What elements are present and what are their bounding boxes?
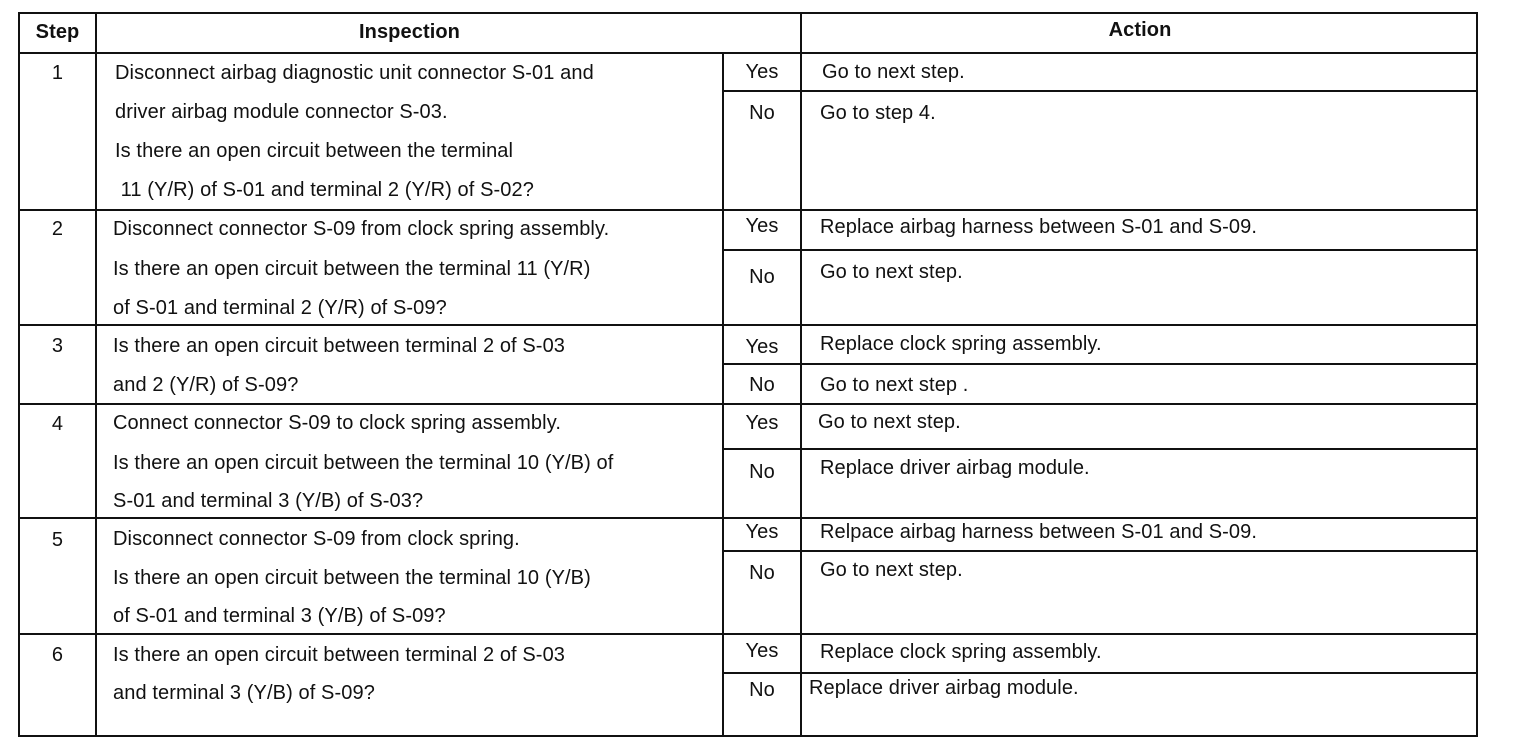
no-action: Go to step 4. xyxy=(820,102,936,124)
no-label: No xyxy=(749,679,775,701)
no-label: No xyxy=(749,102,775,124)
divider-header xyxy=(20,52,1476,54)
yes-action: Relpace airbag harness between S-01 and S-09. xyxy=(820,521,1257,543)
divider-yesno-col xyxy=(800,14,802,735)
inspection-line: Is there an open circuit between the terminal 10 (Y/B) of xyxy=(113,452,614,474)
header-action: Action xyxy=(1108,19,1172,41)
divider-yesno-3 xyxy=(722,363,1476,365)
inspection-line: Is there an open circuit between the terminal xyxy=(115,140,514,162)
inspection-line: 11 (Y/R) of S-01 and terminal 2 (Y/R) of S-02? xyxy=(115,179,534,201)
divider-row-1 xyxy=(20,209,1476,211)
yes-label: Yes xyxy=(745,336,779,358)
inspection-line: of S-01 and terminal 2 (Y/R) of S-09? xyxy=(113,297,447,319)
no-label: No xyxy=(749,562,775,584)
no-action: Go to next step. xyxy=(820,261,963,283)
step-number: 6 xyxy=(51,644,64,666)
step-number: 2 xyxy=(51,218,64,240)
divider-row-5 xyxy=(20,633,1476,635)
no-action: Go to next step . xyxy=(820,374,969,396)
no-label: No xyxy=(749,461,775,483)
no-label: No xyxy=(749,374,775,396)
step-number: 1 xyxy=(51,62,64,84)
inspection-line: Is there an open circuit between terminal 2 of S-03 xyxy=(113,644,566,666)
troubleshooting-table xyxy=(18,12,1478,737)
no-label: No xyxy=(749,266,775,288)
divider-yesno-1 xyxy=(722,90,1476,92)
yes-label: Yes xyxy=(745,412,779,434)
yes-label: Yes xyxy=(745,521,779,543)
inspection-line: S-01 and terminal 3 (Y/B) of S-03? xyxy=(113,490,424,512)
step-number: 3 xyxy=(51,335,64,357)
divider-yesno-2 xyxy=(722,249,1476,251)
step-number: 4 xyxy=(51,413,64,435)
divider-yesno-5 xyxy=(722,550,1476,552)
divider-row-3 xyxy=(20,403,1476,405)
divider-row-4 xyxy=(20,517,1476,519)
yes-action: Go to next step. xyxy=(822,61,965,83)
inspection-line: Connect connector S-09 to clock spring assembly. xyxy=(113,412,561,434)
divider-row-2 xyxy=(20,324,1476,326)
yes-action: Replace clock spring assembly. xyxy=(820,333,1102,355)
no-action: Replace driver airbag module. xyxy=(809,677,1079,699)
inspection-line: Disconnect connector S-09 from clock spring assembly. xyxy=(113,218,610,240)
divider-yesno-6 xyxy=(722,672,1476,674)
header-inspection: Inspection xyxy=(358,21,460,43)
yes-action: Replace airbag harness between S-01 and S-09. xyxy=(820,216,1257,238)
inspection-line: driver airbag module connector S-03. xyxy=(115,101,448,123)
inspection-line: Disconnect airbag diagnostic unit connector S-01 and xyxy=(115,62,594,84)
yes-action: Replace clock spring assembly. xyxy=(820,641,1102,663)
divider-yesno-4 xyxy=(722,448,1476,450)
divider-step-col xyxy=(95,14,97,735)
yes-label: Yes xyxy=(745,215,779,237)
no-action: Go to next step. xyxy=(820,559,963,581)
inspection-line: Is there an open circuit between the terminal 10 (Y/B) xyxy=(113,567,591,589)
yes-action: Go to next step. xyxy=(818,411,961,433)
header-step: Step xyxy=(35,21,80,43)
inspection-line: Disconnect connector S-09 from clock spring. xyxy=(113,528,520,550)
inspection-line: and 2 (Y/R) of S-09? xyxy=(113,374,299,396)
inspection-line: and terminal 3 (Y/B) of S-09? xyxy=(113,682,375,704)
no-action: Replace driver airbag module. xyxy=(820,457,1090,479)
yes-label: Yes xyxy=(745,640,779,662)
step-number: 5 xyxy=(51,529,64,551)
inspection-line: of S-01 and terminal 3 (Y/B) of S-09? xyxy=(113,605,446,627)
yes-label: Yes xyxy=(745,61,779,83)
inspection-line: Is there an open circuit between terminal 2 of S-03 xyxy=(113,335,566,357)
inspection-line: Is there an open circuit between the terminal 11 (Y/R) xyxy=(113,258,591,280)
